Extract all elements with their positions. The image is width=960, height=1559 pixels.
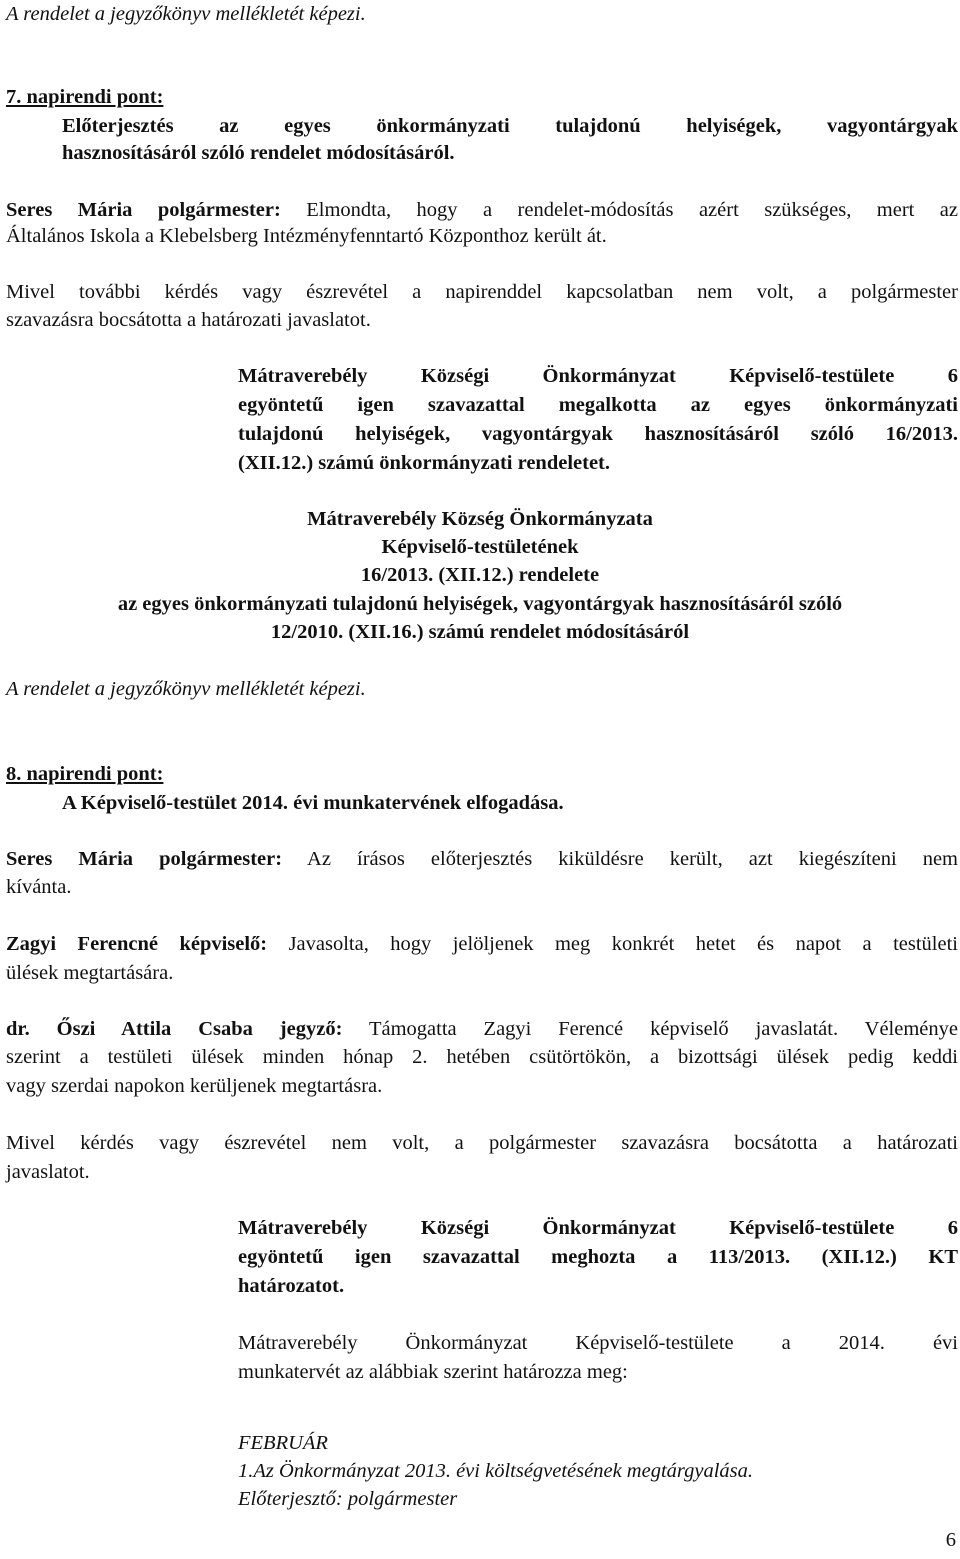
item8-p1-line1: Seres Mária polgármester: Az írásos előterjesztés kiküldésre került, azt kiegészíteni nem	[6, 848, 959, 870]
item8-p3-line2: szerint a testületi ülések minden hónap 2. hetében csütörtökön, a bizottsági ülések pedig keddi	[6, 1046, 958, 1068]
item7-vote-line2: szavazásra bocsátotta a határozati javaslatot.	[6, 309, 371, 331]
item7-speech-line1: Seres Mária polgármester: Elmondta, hogy a rendelet-módosítás azért szükséges, mert az	[6, 199, 958, 221]
item7-title-line2: hasznosításáról szóló rendelet módosításáról.	[62, 142, 455, 164]
plan-item: 1.Az Önkormányzat 2013. évi költségvetésének megtárgyalása.	[238, 1460, 754, 1482]
item8-decision-line3: határozatot.	[238, 1275, 345, 1297]
item8-decision-line1: Mátraverebély Községi Önkormányzat Képviselő-testülete 6	[238, 1217, 958, 1239]
top-note: A rendelet a jegyzőkönyv mellékletét képezi.	[6, 3, 366, 25]
decree-title-line4: az egyes önkormányzati tulajdonú helyiségek, vagyontárgyak hasznosításáról szóló	[117, 593, 843, 615]
plan-presenter: Előterjesztő: polgármester	[238, 1488, 458, 1510]
page-number: 6	[945, 1529, 956, 1551]
item8-p1-speaker: Seres Mária polgármester:	[6, 848, 283, 870]
item7-decision-line2: egyöntetű igen szavazattal megalkotta az egyes önkormányzati	[238, 394, 958, 416]
decree-title-line1: Mátraverebély Község Önkormányzata	[307, 508, 653, 530]
decree-title-line3: 16/2013. (XII.12.) rendelete	[360, 564, 600, 586]
item8-decision-line2: egyöntetű igen szavazattal meghozta a 113/2013. (XII.12.) KT	[238, 1246, 958, 1268]
item7-decision-line3: tulajdonú helyiségek, vagyontárgyak hasznosításáról szóló 16/2013.	[238, 423, 958, 445]
item8-heading: 8. napirendi pont:	[6, 763, 164, 785]
item8-p2-speaker: Zagyi Ferencné képviselő:	[6, 933, 268, 955]
item8-vote-line2: javaslatot.	[6, 1161, 90, 1183]
decree-title-line5: 12/2010. (XII.16.) számú rendelet módosításáról	[270, 621, 690, 643]
item8-p3-line1: dr. Őszi Attila Csaba jegyző: Támogatta Zagyi Ferencé képviselő javaslatát. Véleménye	[6, 1018, 958, 1040]
item8-resolution-line2: munkatervét az alábbiak szerint határozza meg:	[238, 1361, 628, 1383]
item8-p3-line3: vagy szerdai napokon kerüljenek megtartásra.	[6, 1075, 383, 1097]
item7-note: A rendelet a jegyzőkönyv mellékletét képezi.	[6, 678, 366, 700]
item7-decision-line4: (XII.12.) számú önkormányzati rendeletet.	[238, 452, 610, 474]
item8-p2-line2: ülések megtartására.	[6, 962, 174, 984]
item8-resolution-line1: Mátraverebély Önkormányzat Képviselő-testülete a 2014. évi	[238, 1332, 958, 1354]
decree-title-line2: Képviselő-testületének	[381, 536, 579, 558]
item7-speech-line2: Általános Iskola a Klebelsberg Intézményfenntartó Központhoz került át.	[6, 225, 607, 247]
item8-vote-line1: Mivel kérdés vagy észrevétel nem volt, a polgármester szavazásra bocsátotta a határozati	[6, 1132, 958, 1154]
item8-title: A Képviselő-testület 2014. évi munkatervének elfogadása.	[62, 792, 564, 814]
item7-heading: 7. napirendi pont:	[6, 86, 164, 108]
item7-title-line1: Előterjesztés az egyes önkormányzati tulajdonú helyiségek, vagyontárgyak	[62, 115, 958, 137]
item7-speaker: Seres Mária polgármester:	[6, 199, 281, 221]
item8-p2-line1: Zagyi Ferencné képviselő: Javasolta, hogy jelöljenek meg konkrét hetet és napot a testületi	[6, 933, 958, 955]
item7-decision-line1: Mátraverebély Községi Önkormányzat Képviselő-testülete 6	[238, 365, 958, 387]
item8-p1-line2: kívánta.	[6, 876, 72, 898]
item7-vote-line1: Mivel további kérdés vagy észrevétel a napirenddel kapcsolatban nem volt, a polgármester	[6, 281, 958, 303]
plan-month: FEBRUÁR	[238, 1432, 328, 1454]
item8-p3-speaker: dr. Őszi Attila Csaba jegyző:	[6, 1018, 343, 1040]
